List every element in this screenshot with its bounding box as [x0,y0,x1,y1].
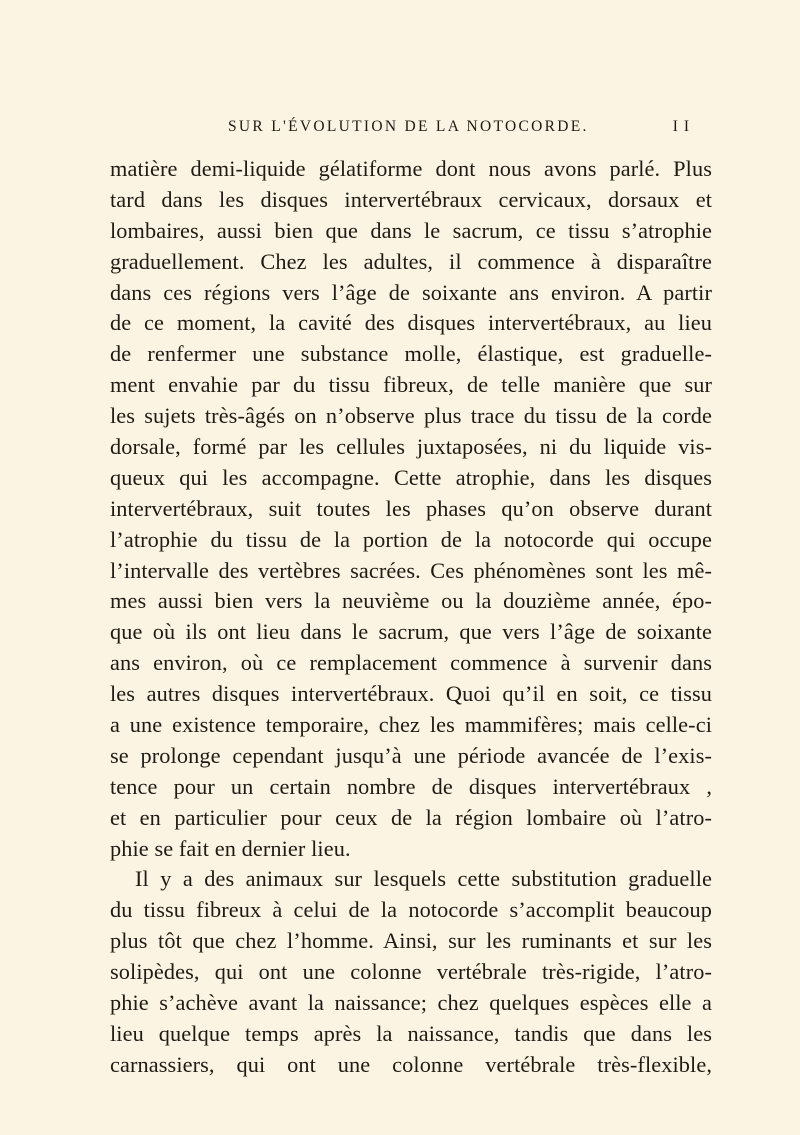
running-head [228,118,690,140]
text-line: se prolonge cependant jusqu’à une période avancée de l’exis- [110,742,712,768]
text-line: l’intervalle des vertèbres sacrées. Ces phénomènes sont les mê- [110,557,712,583]
text-line: de renfermer une substance molle, élastique, est graduelle- [110,341,712,367]
text-line: tard dans les disques intervertébraux cervicaux, dorsaux et [110,186,712,212]
text-line: ment envahie par du tissu fibreux, de telle manière que sur [110,372,712,398]
text-line: mes aussi bien vers la neuvième ou la douzième année, épo- [110,588,712,614]
text-line: intervertébraux, suit toutes les phases qu’on observe durant [110,495,712,521]
text-line: carnassiers, qui ont une colonne vertébrale très-flexible, [110,1051,712,1077]
paragraph-2 [110,864,712,1080]
text-line: que où ils ont lieu dans le sacrum, que vers l’âge de soixante [110,619,712,645]
text-line: phie s’achève avant la naissance; chez quelques espèces elle a [110,990,712,1016]
text-line: les sujets très-âgés on n’observe plus trace du tissu de la corde [110,403,712,429]
text-line: l’atrophie du tissu de la portion de la notocorde qui occupe [110,526,712,552]
text-line: queux qui les accompagne. Cette atrophie, dans les disques [110,464,712,490]
text-line: dorsale, formé par les cellules juxtaposées, ni du liquide vis- [110,434,712,460]
text-line: tence pour un certain nombre de disques intervertébraux , [110,773,712,799]
text-line: les autres disques intervertébraux. Quoi qu’il en soit, ce tissu [110,681,712,707]
text-line: matière demi-liquide gélatiforme dont nous avons parlé. Plus [110,156,712,181]
body-text [110,154,712,1081]
text-line: du tissu fibreux à celui de la notocorde s’accomplit beaucoup [110,897,712,923]
text-line: graduellement. Chez les adultes, il commence à disparaître [110,248,712,274]
paragraph-1 [110,154,712,864]
text-line: plus tôt que chez l’homme. Ainsi, sur les ruminants et sur les [110,928,712,954]
running-title: SUR L'ÉVOLUTION DE LA NOTOCORDE. [228,118,589,135]
text-line: a une existence temporaire, chez les mammifères; mais celle-ci [110,712,712,738]
text-line: lombaires, aussi bien que dans le sacrum, ce tissu s’atrophie [110,217,712,243]
text-line: et en particulier pour ceux de la région lombaire où l’atro- [110,804,712,830]
text-line: de ce moment, la cavité des disques intervertébraux, au lieu [110,310,712,336]
text-line: dans ces régions vers l’âge de soixante ans environ. A partir [110,279,712,305]
text-line: lieu quelque temps après la naissance, tandis que dans les [110,1020,712,1046]
text-line: solipèdes, qui ont une colonne vertébrale très-rigide, l’atro- [110,959,712,985]
text-line: phie se fait en dernier lieu. [110,835,351,861]
text-line: ans environ, où ce remplacement commence à survenir dans [110,650,712,676]
text-line: Il y a des animaux sur lesquels cette substitution graduelle [135,866,712,892]
page-number: I I [672,118,690,135]
